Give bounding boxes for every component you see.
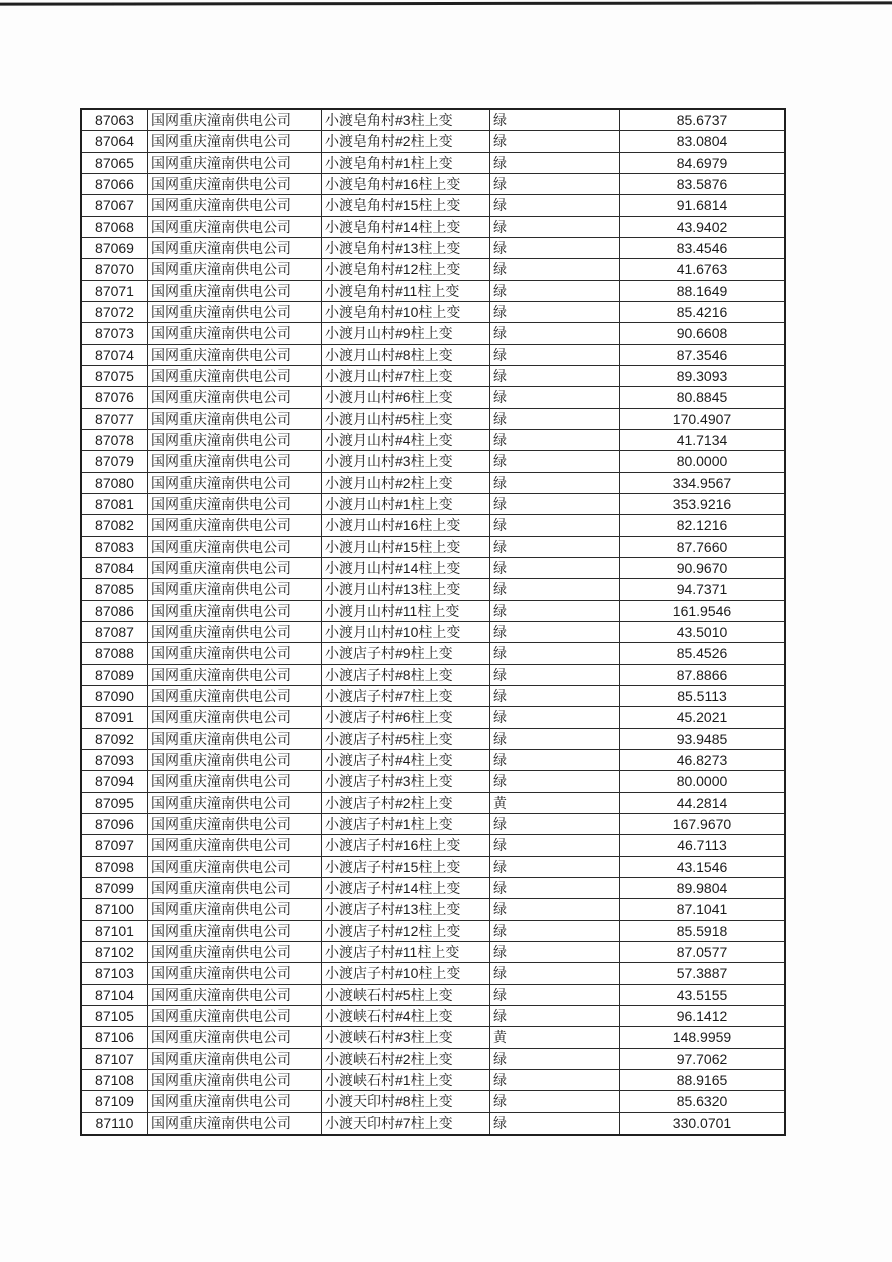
cell-value: 46.7113 (620, 835, 784, 856)
cell-value: 97.7062 (620, 1049, 784, 1070)
cell-transformer: 小渡皂角村#11柱上变 (322, 281, 490, 302)
cell-value: 43.1546 (620, 857, 784, 878)
cell-transformer: 小渡店子村#6柱上变 (322, 707, 490, 728)
cell-value: 85.4216 (620, 302, 784, 323)
cell-id: 87074 (82, 345, 148, 366)
cell-company: 国网重庆潼南供电公司 (148, 665, 322, 686)
cell-id: 87101 (82, 921, 148, 942)
cell-value: 85.4526 (620, 643, 784, 664)
cell-status-color: 绿 (490, 814, 620, 835)
cell-value: 85.6320 (620, 1091, 784, 1112)
cell-company: 国网重庆潼南供电公司 (148, 473, 322, 494)
cell-status-color: 绿 (490, 238, 620, 259)
cell-status-color: 绿 (490, 217, 620, 238)
cell-transformer: 小渡店子村#11柱上变 (322, 942, 490, 963)
cell-status-color: 绿 (490, 707, 620, 728)
cell-status-color: 绿 (490, 387, 620, 408)
cell-value: 44.2814 (620, 793, 784, 814)
cell-status-color: 绿 (490, 771, 620, 792)
cell-status-color: 绿 (490, 579, 620, 600)
cell-transformer: 小渡月山村#16柱上变 (322, 515, 490, 536)
cell-transformer: 小渡月山村#6柱上变 (322, 387, 490, 408)
cell-id: 87097 (82, 835, 148, 856)
cell-value: 43.5010 (620, 622, 784, 643)
cell-status-color: 绿 (490, 857, 620, 878)
cell-transformer: 小渡皂角村#14柱上变 (322, 217, 490, 238)
cell-transformer: 小渡店子村#2柱上变 (322, 793, 490, 814)
page-top-edge-line (0, 1, 892, 5)
cell-status-color: 绿 (490, 1113, 620, 1134)
cell-company: 国网重庆潼南供电公司 (148, 174, 322, 195)
cell-transformer: 小渡皂角村#10柱上变 (322, 302, 490, 323)
cell-value: 167.9670 (620, 814, 784, 835)
cell-transformer: 小渡月山村#14柱上变 (322, 558, 490, 579)
cell-company: 国网重庆潼南供电公司 (148, 259, 322, 280)
cell-id: 87066 (82, 174, 148, 195)
cell-company: 国网重庆潼南供电公司 (148, 494, 322, 515)
cell-status-color: 绿 (490, 259, 620, 280)
cell-status-color: 绿 (490, 473, 620, 494)
cell-transformer: 小渡月山村#8柱上变 (322, 345, 490, 366)
cell-status-color: 绿 (490, 366, 620, 387)
cell-value: 80.0000 (620, 451, 784, 472)
cell-status-color: 黄 (490, 1027, 620, 1048)
cell-status-color: 绿 (490, 195, 620, 216)
cell-company: 国网重庆潼南供电公司 (148, 217, 322, 238)
cell-value: 87.0577 (620, 942, 784, 963)
cell-status-color: 绿 (490, 281, 620, 302)
cell-company: 国网重庆潼南供电公司 (148, 366, 322, 387)
cell-company: 国网重庆潼南供电公司 (148, 515, 322, 536)
cell-transformer: 小渡店子村#7柱上变 (322, 686, 490, 707)
cell-status-color: 绿 (490, 494, 620, 515)
cell-transformer: 小渡店子村#5柱上变 (322, 729, 490, 750)
cell-transformer: 小渡皂角村#13柱上变 (322, 238, 490, 259)
cell-value: 90.9670 (620, 558, 784, 579)
cell-transformer: 小渡皂角村#1柱上变 (322, 153, 490, 174)
cell-value: 82.1216 (620, 515, 784, 536)
cell-id: 87076 (82, 387, 148, 408)
cell-value: 80.0000 (620, 771, 784, 792)
cell-id: 87095 (82, 793, 148, 814)
cell-company: 国网重庆潼南供电公司 (148, 1113, 322, 1134)
cell-transformer: 小渡月山村#15柱上变 (322, 537, 490, 558)
cell-id: 87088 (82, 643, 148, 664)
cell-id: 87075 (82, 366, 148, 387)
cell-company: 国网重庆潼南供电公司 (148, 345, 322, 366)
cell-company: 国网重庆潼南供电公司 (148, 430, 322, 451)
cell-value: 88.9165 (620, 1070, 784, 1091)
cell-company: 国网重庆潼南供电公司 (148, 771, 322, 792)
cell-company: 国网重庆潼南供电公司 (148, 601, 322, 622)
cell-status-color: 绿 (490, 1091, 620, 1112)
cell-transformer: 小渡月山村#4柱上变 (322, 430, 490, 451)
cell-status-color: 绿 (490, 985, 620, 1006)
cell-id: 87091 (82, 707, 148, 728)
cell-status-color: 绿 (490, 174, 620, 195)
cell-id: 87107 (82, 1049, 148, 1070)
cell-status-color: 绿 (490, 323, 620, 344)
cell-company: 国网重庆潼南供电公司 (148, 921, 322, 942)
cell-status-color: 绿 (490, 110, 620, 131)
cell-value: 89.3093 (620, 366, 784, 387)
cell-id: 87073 (82, 323, 148, 344)
cell-id: 87085 (82, 579, 148, 600)
cell-transformer: 小渡峡石村#3柱上变 (322, 1027, 490, 1048)
cell-company: 国网重庆潼南供电公司 (148, 579, 322, 600)
cell-value: 45.2021 (620, 707, 784, 728)
cell-status-color: 绿 (490, 878, 620, 899)
cell-company: 国网重庆潼南供电公司 (148, 729, 322, 750)
cell-id: 87108 (82, 1070, 148, 1091)
cell-company: 国网重庆潼南供电公司 (148, 878, 322, 899)
cell-id: 87099 (82, 878, 148, 899)
cell-company: 国网重庆潼南供电公司 (148, 537, 322, 558)
cell-id: 87079 (82, 451, 148, 472)
cell-transformer: 小渡店子村#4柱上变 (322, 750, 490, 771)
cell-value: 96.1412 (620, 1006, 784, 1027)
cell-transformer: 小渡皂角村#15柱上变 (322, 195, 490, 216)
cell-transformer: 小渡天印村#7柱上变 (322, 1113, 490, 1134)
cell-value: 41.6763 (620, 259, 784, 280)
cell-id: 87068 (82, 217, 148, 238)
cell-company: 国网重庆潼南供电公司 (148, 985, 322, 1006)
cell-value: 57.3887 (620, 963, 784, 984)
cell-transformer: 小渡皂角村#12柱上变 (322, 259, 490, 280)
cell-id: 87110 (82, 1113, 148, 1134)
cell-id: 87078 (82, 430, 148, 451)
cell-id: 87064 (82, 131, 148, 152)
cell-value: 84.6979 (620, 153, 784, 174)
cell-value: 87.7660 (620, 537, 784, 558)
cell-id: 87065 (82, 153, 148, 174)
cell-status-color: 绿 (490, 665, 620, 686)
cell-transformer: 小渡店子村#8柱上变 (322, 665, 490, 686)
cell-id: 87080 (82, 473, 148, 494)
cell-company: 国网重庆潼南供电公司 (148, 857, 322, 878)
cell-status-color: 绿 (490, 430, 620, 451)
cell-transformer: 小渡月山村#13柱上变 (322, 579, 490, 600)
cell-transformer: 小渡月山村#1柱上变 (322, 494, 490, 515)
cell-transformer: 小渡店子村#12柱上变 (322, 921, 490, 942)
cell-id: 87096 (82, 814, 148, 835)
cell-id: 87087 (82, 622, 148, 643)
cell-status-color: 绿 (490, 1006, 620, 1027)
cell-id: 87106 (82, 1027, 148, 1048)
cell-transformer: 小渡皂角村#16柱上变 (322, 174, 490, 195)
cell-value: 93.9485 (620, 729, 784, 750)
cell-company: 国网重庆潼南供电公司 (148, 1091, 322, 1112)
cell-status-color: 绿 (490, 921, 620, 942)
cell-company: 国网重庆潼南供电公司 (148, 110, 322, 131)
cell-value: 41.7134 (620, 430, 784, 451)
cell-company: 国网重庆潼南供电公司 (148, 1006, 322, 1027)
cell-value: 46.8273 (620, 750, 784, 771)
cell-id: 87105 (82, 1006, 148, 1027)
cell-value: 334.9567 (620, 473, 784, 494)
cell-id: 87089 (82, 665, 148, 686)
cell-id: 87109 (82, 1091, 148, 1112)
cell-status-color: 绿 (490, 899, 620, 920)
cell-id: 87072 (82, 302, 148, 323)
cell-status-color: 绿 (490, 942, 620, 963)
cell-value: 88.1649 (620, 281, 784, 302)
cell-company: 国网重庆潼南供电公司 (148, 899, 322, 920)
cell-transformer: 小渡峡石村#4柱上变 (322, 1006, 490, 1027)
cell-status-color: 绿 (490, 515, 620, 536)
data-table (80, 108, 786, 1136)
cell-transformer: 小渡月山村#7柱上变 (322, 366, 490, 387)
cell-company: 国网重庆潼南供电公司 (148, 1070, 322, 1091)
cell-company: 国网重庆潼南供电公司 (148, 195, 322, 216)
cell-status-color: 绿 (490, 963, 620, 984)
cell-value: 85.5918 (620, 921, 784, 942)
cell-value: 170.4907 (620, 409, 784, 430)
cell-status-color: 绿 (490, 302, 620, 323)
cell-value: 353.9216 (620, 494, 784, 515)
cell-id: 87071 (82, 281, 148, 302)
cell-company: 国网重庆潼南供电公司 (148, 835, 322, 856)
cell-transformer: 小渡月山村#9柱上变 (322, 323, 490, 344)
cell-company: 国网重庆潼南供电公司 (148, 643, 322, 664)
cell-transformer: 小渡月山村#10柱上变 (322, 622, 490, 643)
cell-company: 国网重庆潼南供电公司 (148, 281, 322, 302)
cell-value: 85.5113 (620, 686, 784, 707)
cell-transformer: 小渡月山村#5柱上变 (322, 409, 490, 430)
cell-id: 87070 (82, 259, 148, 280)
cell-company: 国网重庆潼南供电公司 (148, 793, 322, 814)
cell-status-color: 绿 (490, 750, 620, 771)
cell-transformer: 小渡皂角村#2柱上变 (322, 131, 490, 152)
cell-value: 90.6608 (620, 323, 784, 344)
cell-company: 国网重庆潼南供电公司 (148, 963, 322, 984)
cell-id: 87090 (82, 686, 148, 707)
cell-id: 87098 (82, 857, 148, 878)
cell-value: 80.8845 (620, 387, 784, 408)
cell-company: 国网重庆潼南供电公司 (148, 451, 322, 472)
cell-transformer: 小渡天印村#8柱上变 (322, 1091, 490, 1112)
cell-id: 87083 (82, 537, 148, 558)
cell-company: 国网重庆潼南供电公司 (148, 622, 322, 643)
cell-transformer: 小渡店子村#14柱上变 (322, 878, 490, 899)
cell-transformer: 小渡店子村#16柱上变 (322, 835, 490, 856)
cell-id: 87081 (82, 494, 148, 515)
cell-status-color: 绿 (490, 601, 620, 622)
cell-status-color: 绿 (490, 1049, 620, 1070)
cell-value: 330.0701 (672, 1115, 732, 1132)
cell-value: 85.6737 (620, 110, 784, 131)
cell-status-color: 绿 (490, 537, 620, 558)
cell-transformer: 小渡店子村#9柱上变 (322, 643, 490, 664)
cell-company: 国网重庆潼南供电公司 (148, 238, 322, 259)
cell-value: 87.3546 (620, 345, 784, 366)
cell-status-color: 黄 (490, 793, 620, 814)
cell-company: 国网重庆潼南供电公司 (148, 1027, 322, 1048)
cell-transformer: 小渡峡石村#5柱上变 (322, 985, 490, 1006)
cell-company: 国网重庆潼南供电公司 (148, 409, 322, 430)
cell-id: 87102 (82, 942, 148, 963)
cell-company: 国网重庆潼南供电公司 (148, 302, 322, 323)
cell-status-color: 绿 (490, 409, 620, 430)
cell-id: 87103 (82, 963, 148, 984)
cell-value: 83.4546 (620, 238, 784, 259)
cell-status-color: 绿 (490, 131, 620, 152)
cell-status-color: 绿 (490, 622, 620, 643)
cell-value: 43.5155 (620, 985, 784, 1006)
cell-value: 161.9546 (620, 601, 784, 622)
cell-status-color: 绿 (490, 345, 620, 366)
cell-value: 87.1041 (620, 899, 784, 920)
cell-id: 87086 (82, 601, 148, 622)
cell-company: 国网重庆潼南供电公司 (148, 707, 322, 728)
cell-company: 国网重庆潼南供电公司 (148, 686, 322, 707)
cell-status-color: 绿 (490, 451, 620, 472)
cell-transformer: 小渡皂角村#3柱上变 (322, 110, 490, 131)
cell-company: 国网重庆潼南供电公司 (148, 387, 322, 408)
cell-transformer: 小渡店子村#15柱上变 (322, 857, 490, 878)
cell-status-color: 绿 (490, 558, 620, 579)
cell-value: 87.8866 (620, 665, 784, 686)
cell-transformer: 小渡峡石村#2柱上变 (322, 1049, 490, 1070)
cell-status-color: 绿 (490, 643, 620, 664)
cell-status-color: 绿 (490, 729, 620, 750)
cell-company: 国网重庆潼南供电公司 (148, 814, 322, 835)
cell-company: 国网重庆潼南供电公司 (148, 131, 322, 152)
cell-transformer: 小渡店子村#13柱上变 (322, 899, 490, 920)
cell-value: 43.9402 (620, 217, 784, 238)
cell-id: 87063 (82, 110, 148, 131)
cell-status-color: 绿 (490, 1070, 620, 1091)
cell-transformer: 小渡月山村#11柱上变 (322, 601, 490, 622)
cell-status-color: 绿 (490, 835, 620, 856)
cell-id: 87093 (82, 750, 148, 771)
cell-transformer: 小渡店子村#10柱上变 (322, 963, 490, 984)
cell-id: 87069 (82, 238, 148, 259)
cell-id: 87082 (82, 515, 148, 536)
cell-id: 87077 (82, 409, 148, 430)
cell-company: 国网重庆潼南供电公司 (148, 750, 322, 771)
cell-status-color: 绿 (490, 153, 620, 174)
cell-id: 87067 (82, 195, 148, 216)
cell-value: 94.7371 (620, 579, 784, 600)
cell-transformer: 小渡月山村#2柱上变 (322, 473, 490, 494)
cell-value: 89.9804 (620, 878, 784, 899)
cell-status-color: 绿 (490, 686, 620, 707)
cell-value: 83.0804 (620, 131, 784, 152)
cell-company: 国网重庆潼南供电公司 (148, 942, 322, 963)
cell-id: 87094 (82, 771, 148, 792)
cell-transformer: 小渡峡石村#1柱上变 (322, 1070, 490, 1091)
cell-id: 87084 (82, 558, 148, 579)
cell-id: 87100 (82, 899, 148, 920)
cell-company: 国网重庆潼南供电公司 (148, 1049, 322, 1070)
cell-company: 国网重庆潼南供电公司 (148, 153, 322, 174)
cell-transformer: 小渡店子村#1柱上变 (322, 814, 490, 835)
cell-id: 87092 (82, 729, 148, 750)
cell-transformer: 小渡店子村#3柱上变 (322, 771, 490, 792)
cell-value: 83.5876 (620, 174, 784, 195)
cell-value: 91.6814 (620, 195, 784, 216)
cell-company: 国网重庆潼南供电公司 (148, 323, 322, 344)
cell-transformer: 小渡月山村#3柱上变 (322, 451, 490, 472)
cell-value: 148.9959 (620, 1027, 784, 1048)
cell-company: 国网重庆潼南供电公司 (148, 558, 322, 579)
cell-id: 87104 (82, 985, 148, 1006)
